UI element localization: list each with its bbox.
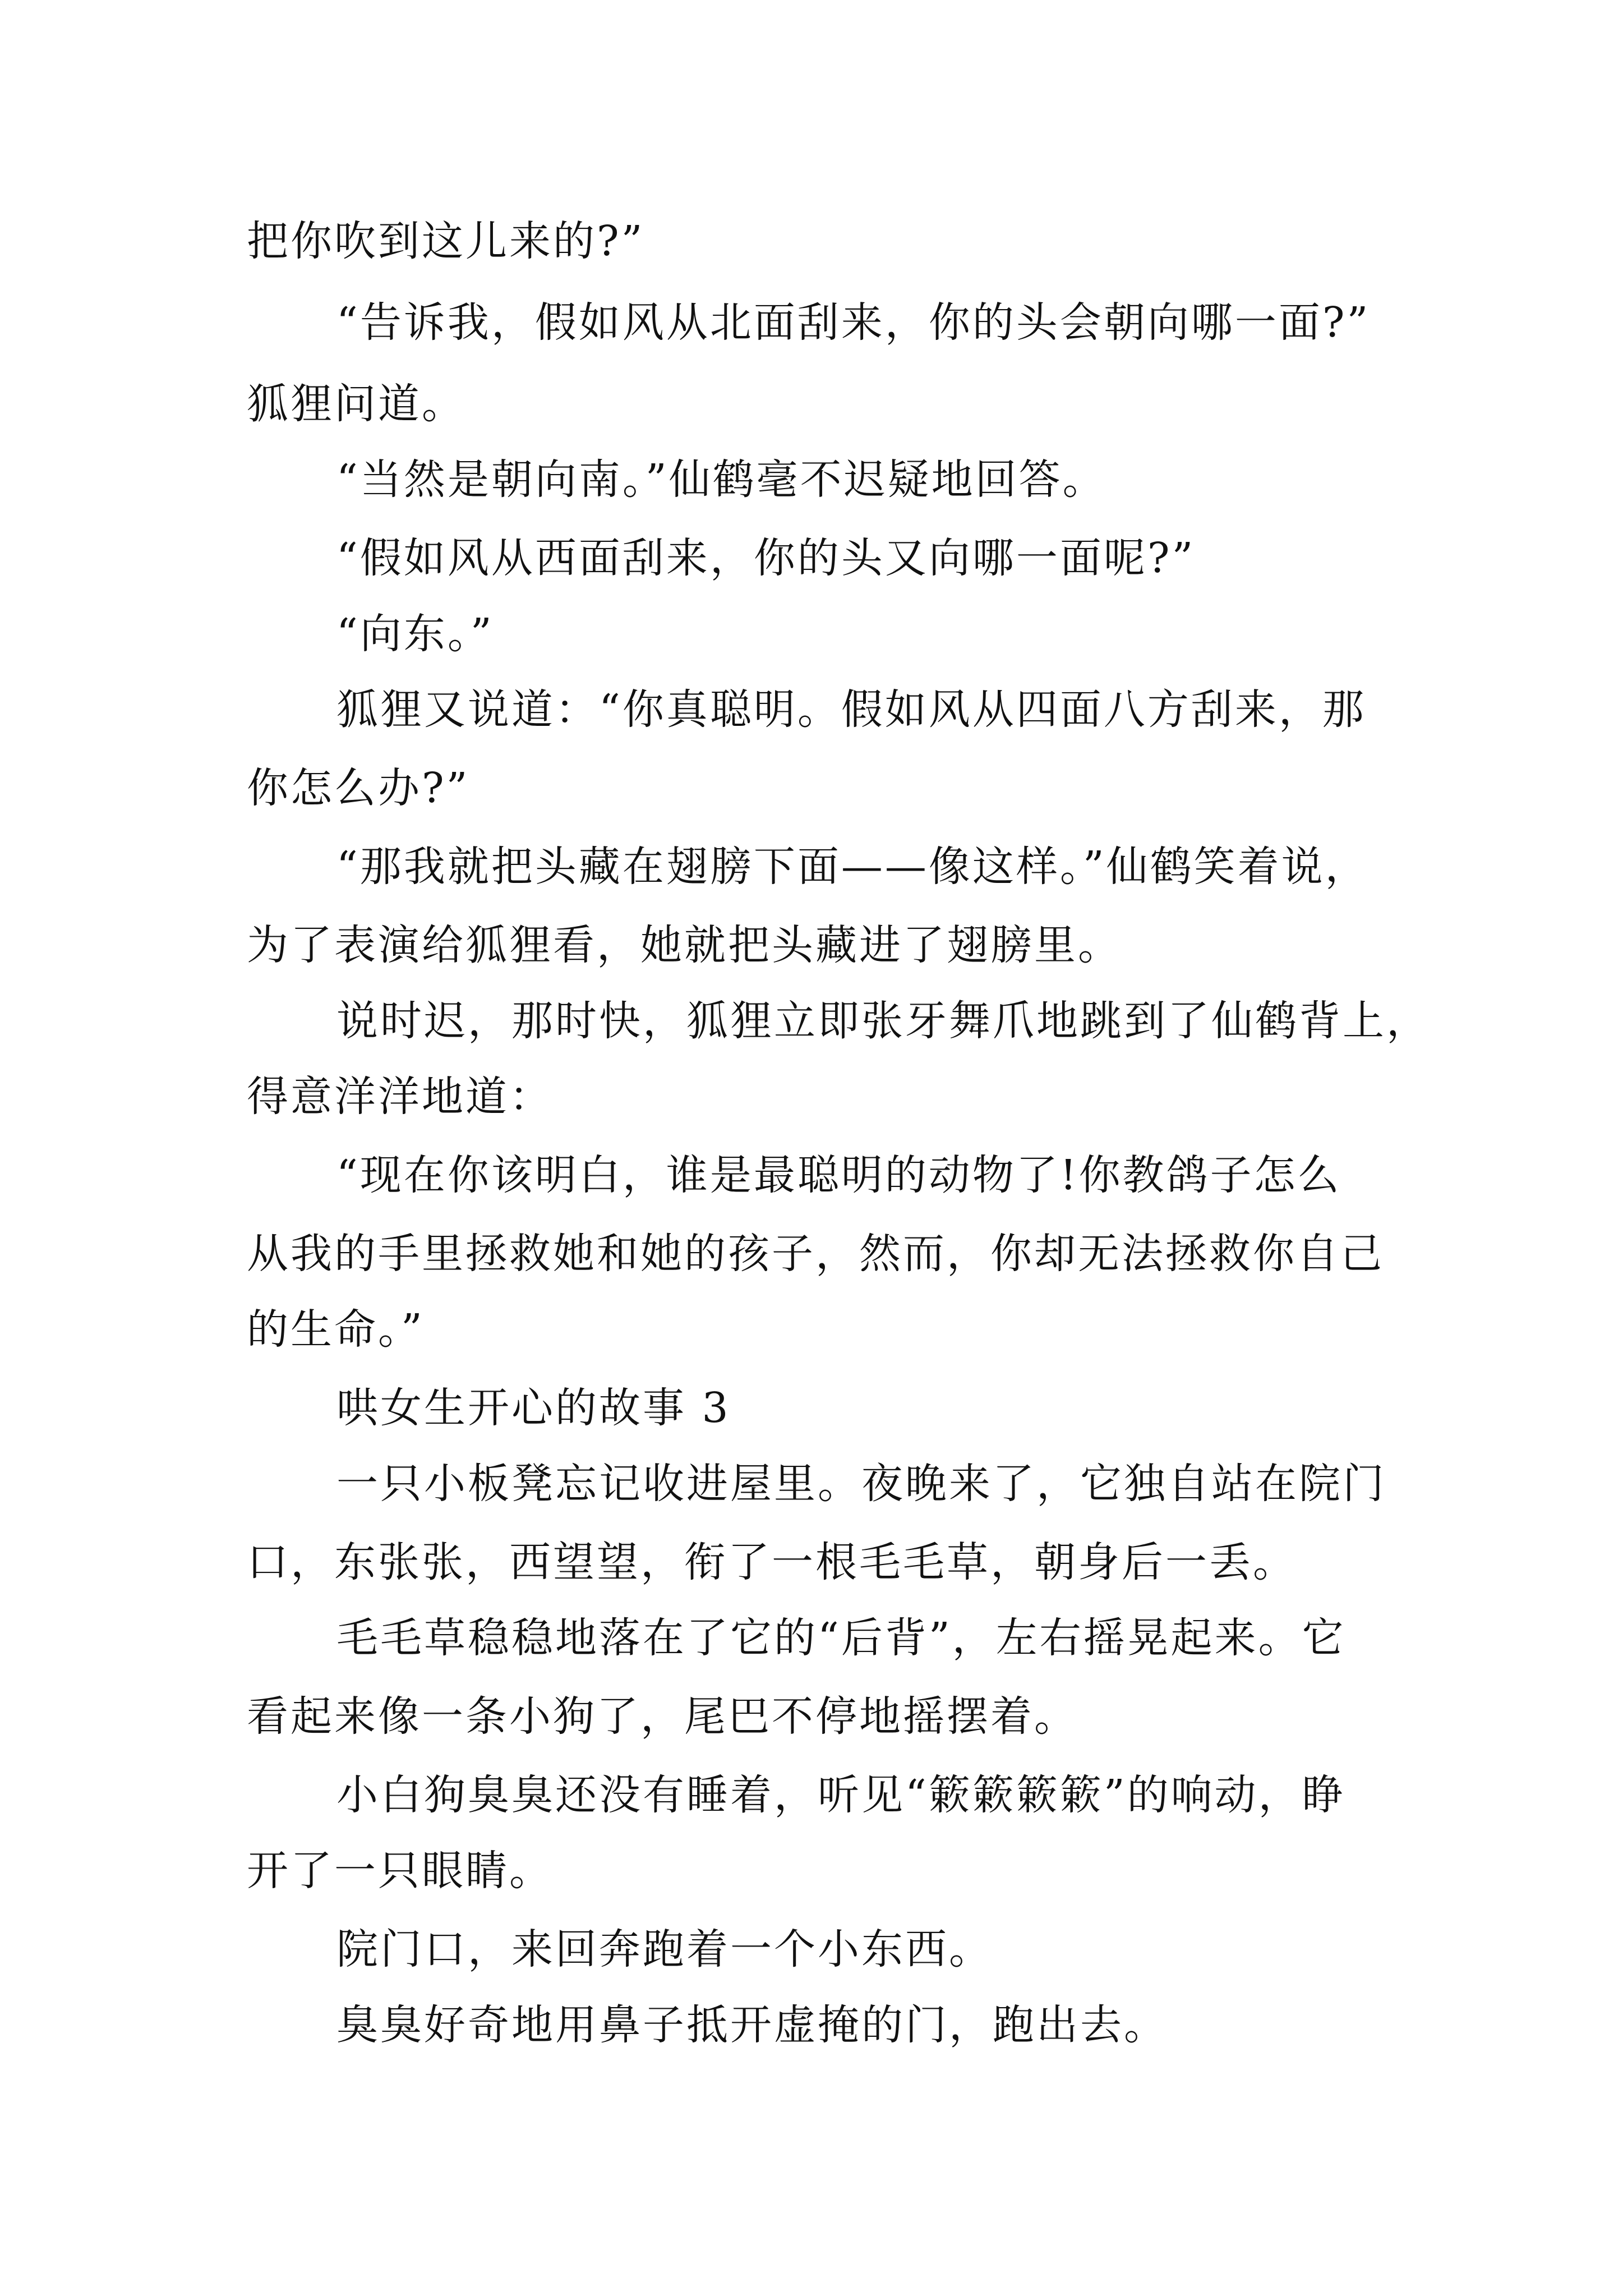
section-heading: 哄女生开心的故事 3 (336, 1384, 731, 1432)
text-line: 小白狗臭臭还没有睡着，听见“簌簌簌簌”的响动，睁 (336, 1771, 1346, 1819)
text-line: 你怎么办?” (247, 764, 470, 812)
text-line: 得意洋洋地道： (247, 1073, 553, 1121)
text-line: 狐狸问道。 (247, 380, 465, 428)
text-line: 为了表演给狐狸看，她就把头藏进了翅膀里。 (247, 921, 1122, 969)
text-line: “当然是朝向南。”仙鹤毫不迟疑地回答。 (336, 455, 1106, 504)
text-line: 看起来像一条小狗了，尾巴不停地摇摆着。 (247, 1692, 1078, 1741)
text-line: “现在你该明白，谁是最聪明的动物了!你教鸽子怎么 (336, 1151, 1341, 1199)
text-line: 臭臭好奇地用鼻子抵开虚掩的门，跑出去。 (336, 2001, 1168, 2049)
text-line: 说时迟，那时快，狐狸立即张牙舞爪地跳到了仙鹤背上， (336, 997, 1430, 1045)
text-line: 从我的手里拯救她和她的孩子，然而，你却无法拯救你自己 (247, 1230, 1384, 1278)
text-line: “告诉我，假如风从北面刮来，你的头会朝向哪一面?” (336, 298, 1371, 347)
text-line: 的生命。” (247, 1305, 425, 1354)
text-line: “那我就把头藏在翅膀下面——像这样。”仙鹤笑着说， (336, 843, 1369, 891)
text-line: 一只小板凳忘记收进屋里。夜晚来了，它独自站在院门 (336, 1460, 1386, 1508)
text-line: 狐狸又说道：“你真聪明。假如风从四面八方刮来，那 (336, 685, 1366, 734)
text-line: 院门口，来回奔跑着一个小东西。 (336, 1925, 993, 1973)
text-line: “假如风从西面刮来，你的头又向哪一面呢?” (336, 534, 1196, 582)
text-line: 口，东张张，西望望，衔了一根毛毛草，朝身后一丢。 (247, 1538, 1297, 1586)
text-line: 把你吹到这儿来的?” (247, 217, 645, 265)
text-line: “向东。” (336, 610, 494, 658)
text-line: 毛毛草稳稳地落在了它的“后背”，左右摇晃起来。它 (336, 1614, 1346, 1662)
text-line: 开了一只眼睛。 (247, 1847, 553, 1895)
